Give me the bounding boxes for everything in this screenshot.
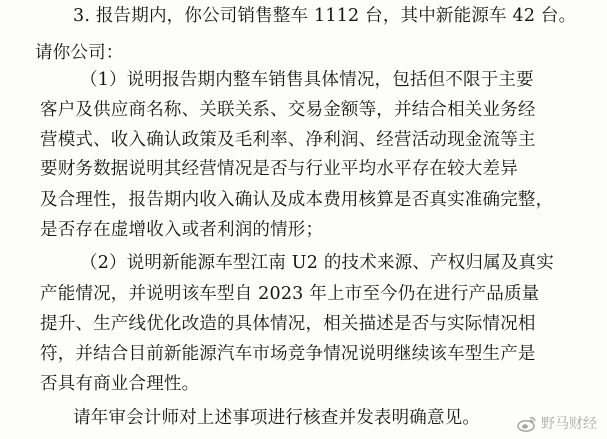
weibo-icon (517, 415, 537, 432)
auditor-request-text: 请年审会计师对上述事项进行核查并发表明确意见。 (73, 408, 481, 428)
request-heading: 请你公司： (35, 43, 124, 63)
item-1-line-6: 是否存在虚增收入或者利润的情形； (40, 220, 324, 240)
item-2-line-3: 提升、生产线优化改造的具体情况，相关描述是否与实际情况相 (40, 314, 536, 334)
item-2-line-2: 产能情况，并说明该车型自 2023 年上市至今仍在进行产品质量 (40, 284, 540, 304)
item-2-line-4: 符，并结合目前新能源汽车市场竞争情况说明继续该车型生产是 (40, 344, 536, 364)
item-1-line-2: 客户及供应商名称、关联关系、交易金额等，并结合相关业务经 (40, 100, 536, 120)
watermark-text: 野马财经 (541, 416, 597, 432)
item-1-line-4: 要财务数据说明其经营情况是否与行业平均水平存在较大差异 (40, 159, 518, 179)
item-2-line-1: （2）说明新能源车型江南 U2 的技术来源、产权归属及真实 (80, 253, 554, 273)
watermark (517, 413, 597, 433)
item-1-line-3: 营模式、收入确认政策及毛利率、净利润、经营活动现金流等主 (40, 130, 536, 150)
question-3-text: 3. 报告期内，你公司销售整车 1112 台，其中新能源车 42 台。 (73, 6, 577, 26)
item-2-line-5: 否具有商业合理性。 (40, 374, 200, 394)
item-1-line-5: 及合理性，报告期内收入确认及成本费用核算是否真实准确完整， (40, 190, 554, 210)
item-1-line-1: （1）说明报告期内整车销售具体情况，包括但不限于主要 (80, 70, 534, 90)
